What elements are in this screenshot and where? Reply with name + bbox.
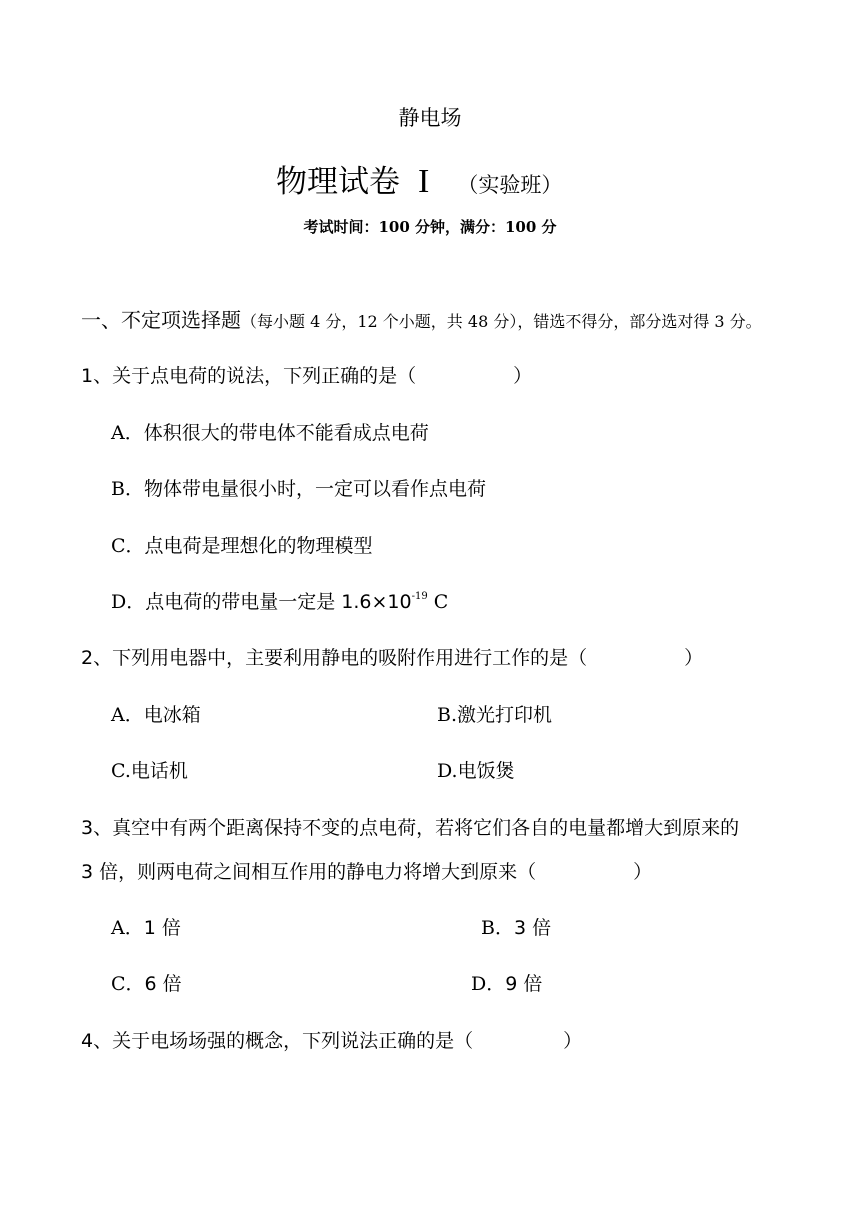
question-1-option-d — [111, 587, 448, 614]
question-2-option-a — [111, 700, 201, 727]
option-label: B． — [111, 478, 144, 500]
option-label: D. — [437, 760, 458, 782]
question-1-close: ） — [513, 365, 533, 387]
question-1-option-c — [111, 531, 373, 558]
question-1-stem: 1、关于点电荷的说法，下列正确的是（ — [81, 365, 417, 387]
option-text: 电话机 — [130, 760, 188, 782]
option-label: A． — [111, 422, 144, 444]
question-3 — [81, 813, 739, 840]
option-text: 点电荷是理想化的物理模型 — [144, 535, 373, 557]
option-label: D． — [111, 591, 146, 613]
question-4 — [81, 1026, 582, 1053]
option-text: 电饭煲 — [457, 760, 515, 782]
question-2-option-b — [437, 700, 552, 727]
question-3-stem: 3、真空中有两个距离保持不变的点电荷，若将它们各自的电量都增大到原来的 — [81, 817, 740, 839]
option-text: 9 倍 — [505, 973, 543, 995]
option-text: 物体带电量很小时，一定可以看作点电荷 — [143, 478, 486, 500]
option-text: 6 倍 — [144, 973, 182, 995]
question-2 — [81, 643, 703, 670]
paper-volume-numeral: I — [418, 163, 430, 200]
section-heading-title: 一、不定项选择题 — [81, 308, 241, 332]
question-1 — [81, 361, 532, 388]
option-label: B． — [481, 917, 514, 939]
question-3-option-b — [481, 913, 551, 940]
option-label: A． — [111, 917, 144, 939]
subject-title: 静电场 — [398, 106, 462, 130]
option-text: 激光打印机 — [457, 704, 553, 726]
option-label: C． — [111, 535, 145, 557]
option-label: D． — [471, 973, 506, 995]
option-unit: C — [427, 591, 449, 613]
question-2-stem: 2、下列用电器中，主要利用静电的吸附作用进行工作的是（ — [81, 647, 588, 669]
question-1-option-b — [111, 474, 486, 501]
option-text: 点电荷的带电量一定是 1.6×10 — [145, 591, 412, 613]
question-4-close: ） — [563, 1030, 583, 1052]
option-text: 体积很大的带电体不能看成点电荷 — [143, 422, 429, 444]
section-heading — [81, 304, 762, 333]
question-3-close: ） — [633, 861, 653, 883]
section-heading-detail: （每小题 4 分，12 个小题，共 48 分），错选不得分，部分选对得 3 分。 — [241, 312, 762, 331]
question-2-close: ） — [684, 647, 704, 669]
paper-title — [276, 156, 562, 201]
option-label: C． — [111, 973, 145, 995]
option-label: A． — [111, 704, 144, 726]
question-1-option-a — [111, 418, 429, 445]
exam-info: 考试时间：100 分钟，满分：100 分 — [303, 218, 557, 236]
question-2-option-c — [111, 756, 188, 783]
class-note: （实验班） — [457, 173, 563, 197]
question-3-stem-continued: 3 倍，则两电荷之间相互作用的静电力将增大到原来（ — [81, 861, 537, 883]
option-label: B. — [437, 704, 458, 726]
option-text: 3 倍 — [513, 917, 552, 939]
question-3-option-d — [471, 969, 542, 996]
option-exponent: -19 — [411, 591, 428, 602]
question-4-stem: 4、关于电场场强的概念，下列说法正确的是（ — [81, 1030, 474, 1052]
question-3-option-c — [111, 969, 182, 996]
question-3-line-2 — [81, 857, 652, 884]
question-3-option-a — [111, 913, 181, 940]
paper-title-text: 物理试卷 — [276, 164, 400, 200]
question-2-option-d — [437, 756, 515, 783]
option-text: 1 倍 — [143, 917, 181, 939]
option-text: 电冰箱 — [143, 704, 201, 726]
option-label: C. — [111, 760, 131, 782]
